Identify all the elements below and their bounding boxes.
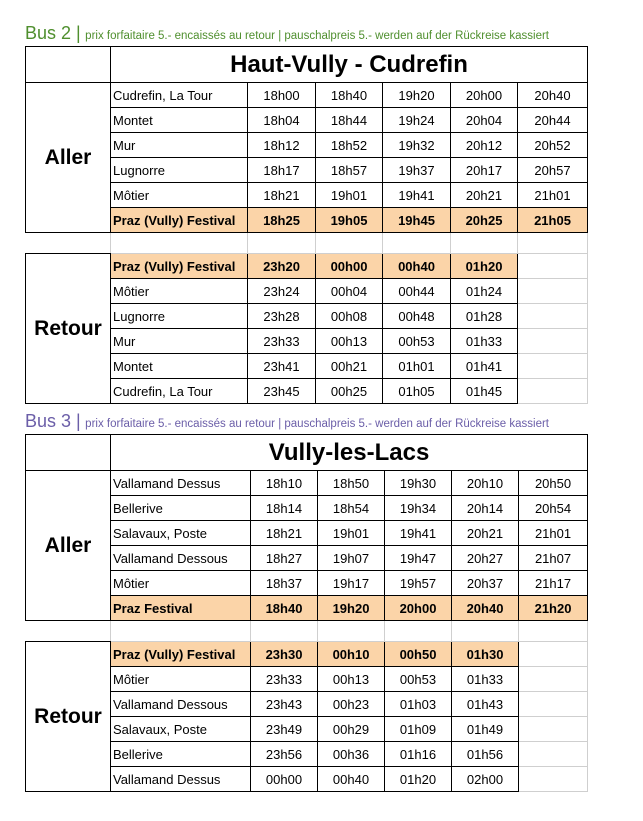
bus2-retour-label: Retour <box>26 254 111 404</box>
bus2-retour-time: 23h24 <box>248 279 316 304</box>
bus2-retour-time: 01h05 <box>383 379 451 404</box>
bus2-aller-time: 20h04 <box>451 108 518 133</box>
bus2-retour-time: 00h13 <box>316 329 383 354</box>
bus2-retour-time: 23h28 <box>248 304 316 329</box>
bus2-note: prix forfaitaire 5.- encaissés au retour | pauschalpreis 5.- werden auf der Rückreise kassiert <box>85 30 550 42</box>
bus3-aller-time: 19h07 <box>318 546 385 571</box>
bus2-separator-cell <box>26 233 111 254</box>
bus2-aller-stop: Montet <box>111 108 248 133</box>
bus3-retour-empty <box>519 692 588 717</box>
bus3-retour-time: 00h10 <box>318 642 385 667</box>
bus2-retour-stop: Môtier <box>111 279 248 304</box>
bus2-retour-empty <box>518 379 588 404</box>
bus3-aller-time: 21h01 <box>519 521 588 546</box>
bus2-aller-row <box>26 133 588 158</box>
bus3-aller-stop: Praz Festival <box>111 596 251 621</box>
bus2-retour-time: 00h25 <box>316 379 383 404</box>
bus3-aller-time: 18h54 <box>318 496 385 521</box>
bus2-retour-stop: Mur <box>111 329 248 354</box>
bus2-aller-time: 20h52 <box>518 133 588 158</box>
bus3-retour-time: 00h53 <box>385 667 452 692</box>
bus3-aller-stop: Salavaux, Poste <box>111 521 251 546</box>
bus3-separator-row <box>26 621 588 642</box>
bus3-retour-time: 02h00 <box>452 767 519 792</box>
bus2-aller-row <box>26 183 588 208</box>
bus3-aller-stop: Vallamand Dessus <box>111 471 251 496</box>
bus3-route-title: Vully-les-Lacs <box>111 435 588 471</box>
bus3-aller-row <box>26 596 588 621</box>
bus2-route-title: Haut-Vully - Cudrefin <box>111 47 588 83</box>
bus2-aller-time: 19h37 <box>383 158 451 183</box>
bus3-separator-cell <box>26 621 111 642</box>
bus2-aller-time: 20h40 <box>518 83 588 108</box>
bus3-separator-cell <box>385 621 452 642</box>
bus3-retour-time: 23h43 <box>251 692 318 717</box>
bus3-aller-row <box>26 571 588 596</box>
bus2-heading <box>25 20 587 46</box>
bus3-heading <box>25 408 587 434</box>
bus2-aller-stop: Cudrefin, La Tour <box>111 83 248 108</box>
bus2-aller-time: 18h00 <box>248 83 316 108</box>
bus2-aller-time: 20h21 <box>451 183 518 208</box>
bus3-aller-time: 20h21 <box>452 521 519 546</box>
bus2-aller-time: 19h05 <box>316 208 383 233</box>
bus2-aller-time: 21h05 <box>518 208 588 233</box>
bus3-aller-time: 20h10 <box>452 471 519 496</box>
bus3-retour-row <box>26 742 588 767</box>
bus2-aller-time: 20h17 <box>451 158 518 183</box>
bus3-aller-time: 21h07 <box>519 546 588 571</box>
bus3-separator-cell <box>318 621 385 642</box>
bus2-aller-row <box>26 83 588 108</box>
bus2-aller-time: 21h01 <box>518 183 588 208</box>
bus2-retour-stop: Cudrefin, La Tour <box>111 379 248 404</box>
bus3-timetable <box>25 434 588 792</box>
bus2-section <box>25 20 587 404</box>
bus2-aller-stop: Praz (Vully) Festival <box>111 208 248 233</box>
bus2-separator-cell <box>248 233 316 254</box>
bus2-aller-time: 19h32 <box>383 133 451 158</box>
bus3-route-row <box>26 435 588 471</box>
bus3-retour-time: 01h56 <box>452 742 519 767</box>
bus3-separator-cell <box>251 621 318 642</box>
bus2-aller-time: 19h01 <box>316 183 383 208</box>
bus2-aller-row <box>26 108 588 133</box>
bus3-retour-time: 01h16 <box>385 742 452 767</box>
bus2-retour-row <box>26 329 588 354</box>
bus3-retour-time: 23h56 <box>251 742 318 767</box>
bus2-aller-row <box>26 208 588 233</box>
bus3-retour-row <box>26 642 588 667</box>
bus2-retour-time: 00h00 <box>316 254 383 279</box>
bus2-retour-stop: Lugnorre <box>111 304 248 329</box>
bus3-retour-time: 00h50 <box>385 642 452 667</box>
bus2-timetable <box>25 46 588 404</box>
bus3-retour-time: 01h49 <box>452 717 519 742</box>
bus2-aller-label: Aller <box>26 83 111 233</box>
bus2-retour-time: 00h48 <box>383 304 451 329</box>
bus2-aller-time: 18h25 <box>248 208 316 233</box>
bus3-retour-time: 01h30 <box>452 642 519 667</box>
bus3-aller-time: 19h41 <box>385 521 452 546</box>
bus2-retour-stop: Praz (Vully) Festival <box>111 254 248 279</box>
bus3-aller-row <box>26 521 588 546</box>
bus3-aller-time: 21h20 <box>519 596 588 621</box>
bus2-retour-time: 00h44 <box>383 279 451 304</box>
bus2-separator-cell <box>451 233 518 254</box>
bus2-retour-time: 00h08 <box>316 304 383 329</box>
bus3-separator-cell <box>111 621 251 642</box>
bus3-retour-row <box>26 717 588 742</box>
bus2-separator-row <box>26 233 588 254</box>
bus2-aller-time: 20h25 <box>451 208 518 233</box>
bus3-aller-time: 18h10 <box>251 471 318 496</box>
bus3-retour-stop: Salavaux, Poste <box>111 717 251 742</box>
bus3-aller-time: 20h37 <box>452 571 519 596</box>
bus2-retour-empty <box>518 279 588 304</box>
bus2-aller-time: 20h12 <box>451 133 518 158</box>
bus3-retour-empty <box>519 767 588 792</box>
bus3-retour-time: 01h09 <box>385 717 452 742</box>
bus3-aller-time: 19h17 <box>318 571 385 596</box>
bus3-aller-time: 18h50 <box>318 471 385 496</box>
bus2-retour-empty <box>518 254 588 279</box>
bus3-retour-empty <box>519 742 588 767</box>
bus2-corner-cell <box>26 47 111 83</box>
bus3-retour-time: 00h29 <box>318 717 385 742</box>
bus3-retour-stop: Môtier <box>111 667 251 692</box>
bus3-retour-label: Retour <box>26 642 111 792</box>
bus2-retour-time: 01h24 <box>451 279 518 304</box>
bus2-retour-time: 00h40 <box>383 254 451 279</box>
bus2-retour-time: 23h41 <box>248 354 316 379</box>
bus2-retour-time: 23h20 <box>248 254 316 279</box>
bus3-retour-time: 00h23 <box>318 692 385 717</box>
bus2-route-row <box>26 47 588 83</box>
bus2-separator-cell <box>383 233 451 254</box>
bus3-separator-cell <box>452 621 519 642</box>
bus2-aller-time: 20h44 <box>518 108 588 133</box>
bus3-aller-time: 18h27 <box>251 546 318 571</box>
bus3-corner-cell <box>26 435 111 471</box>
bus2-retour-empty <box>518 329 588 354</box>
bus3-retour-empty <box>519 642 588 667</box>
bus3-retour-stop: Bellerive <box>111 742 251 767</box>
bus2-retour-time: 01h45 <box>451 379 518 404</box>
bus2-retour-row <box>26 379 588 404</box>
bus3-retour-time: 23h33 <box>251 667 318 692</box>
bus3-retour-time: 23h30 <box>251 642 318 667</box>
bus3-aller-time: 18h14 <box>251 496 318 521</box>
bus3-aller-time: 20h54 <box>519 496 588 521</box>
bus2-label: Bus 2 | <box>25 23 81 43</box>
bus3-aller-time: 20h14 <box>452 496 519 521</box>
bus3-retour-stop: Praz (Vully) Festival <box>111 642 251 667</box>
bus2-retour-row <box>26 354 588 379</box>
bus3-retour-time: 00h13 <box>318 667 385 692</box>
bus3-retour-time: 00h36 <box>318 742 385 767</box>
bus3-retour-time: 01h03 <box>385 692 452 717</box>
bus2-retour-row <box>26 254 588 279</box>
bus3-separator-cell <box>519 621 588 642</box>
bus2-aller-time: 18h04 <box>248 108 316 133</box>
bus2-aller-time: 19h24 <box>383 108 451 133</box>
bus2-retour-empty <box>518 304 588 329</box>
bus2-aller-time: 19h41 <box>383 183 451 208</box>
bus3-aller-label: Aller <box>26 471 111 621</box>
bus2-retour-row <box>26 279 588 304</box>
bus2-retour-time: 01h33 <box>451 329 518 354</box>
bus3-retour-row <box>26 692 588 717</box>
bus3-aller-row <box>26 496 588 521</box>
bus3-aller-time: 20h50 <box>519 471 588 496</box>
bus2-retour-time: 01h20 <box>451 254 518 279</box>
bus3-aller-time: 20h40 <box>452 596 519 621</box>
bus2-retour-empty <box>518 354 588 379</box>
bus2-retour-time: 01h41 <box>451 354 518 379</box>
bus2-aller-time: 20h57 <box>518 158 588 183</box>
bus2-aller-row <box>26 158 588 183</box>
bus2-retour-time: 00h53 <box>383 329 451 354</box>
bus3-aller-time: 18h37 <box>251 571 318 596</box>
bus2-aller-stop: Mur <box>111 133 248 158</box>
bus2-aller-time: 18h57 <box>316 158 383 183</box>
bus3-retour-time: 00h40 <box>318 767 385 792</box>
bus3-aller-time: 21h17 <box>519 571 588 596</box>
bus3-retour-time: 01h20 <box>385 767 452 792</box>
bus2-aller-time: 18h21 <box>248 183 316 208</box>
bus2-retour-time: 00h21 <box>316 354 383 379</box>
bus3-aller-stop: Bellerive <box>111 496 251 521</box>
bus2-aller-time: 19h45 <box>383 208 451 233</box>
bus2-aller-stop: Môtier <box>111 183 248 208</box>
bus3-aller-time: 19h20 <box>318 596 385 621</box>
bus3-aller-time: 20h27 <box>452 546 519 571</box>
bus2-aller-time: 18h12 <box>248 133 316 158</box>
bus3-retour-stop: Vallamand Dessus <box>111 767 251 792</box>
bus2-separator-cell <box>111 233 248 254</box>
bus3-section <box>25 408 587 792</box>
bus3-aller-time: 19h01 <box>318 521 385 546</box>
bus2-retour-row <box>26 304 588 329</box>
bus2-separator-cell <box>316 233 383 254</box>
bus3-aller-time: 19h34 <box>385 496 452 521</box>
bus3-aller-time: 19h47 <box>385 546 452 571</box>
bus3-note: prix forfaitaire 5.- encaissés au retour | pauschalpreis 5.- werden auf der Rückreise kassiert <box>85 418 550 430</box>
bus3-aller-time: 20h00 <box>385 596 452 621</box>
bus3-retour-empty <box>519 717 588 742</box>
bus3-retour-time: 01h33 <box>452 667 519 692</box>
bus3-retour-time: 00h00 <box>251 767 318 792</box>
bus2-separator-cell <box>518 233 588 254</box>
bus3-aller-stop: Vallamand Dessous <box>111 546 251 571</box>
bus3-aller-row <box>26 471 588 496</box>
bus2-aller-time: 18h44 <box>316 108 383 133</box>
bus3-retour-time: 01h43 <box>452 692 519 717</box>
bus3-aller-row <box>26 546 588 571</box>
bus2-aller-stop: Lugnorre <box>111 158 248 183</box>
bus3-retour-row <box>26 667 588 692</box>
bus2-aller-time: 19h20 <box>383 83 451 108</box>
bus2-retour-time: 00h04 <box>316 279 383 304</box>
bus2-retour-time: 23h45 <box>248 379 316 404</box>
bus2-aller-time: 18h52 <box>316 133 383 158</box>
bus2-retour-time: 01h28 <box>451 304 518 329</box>
bus2-retour-stop: Montet <box>111 354 248 379</box>
bus3-aller-stop: Môtier <box>111 571 251 596</box>
bus3-retour-empty <box>519 667 588 692</box>
bus2-retour-time: 01h01 <box>383 354 451 379</box>
bus2-aller-time: 18h17 <box>248 158 316 183</box>
bus3-aller-time: 19h57 <box>385 571 452 596</box>
bus3-retour-stop: Vallamand Dessous <box>111 692 251 717</box>
bus3-aller-time: 18h40 <box>251 596 318 621</box>
bus3-aller-time: 19h30 <box>385 471 452 496</box>
bus3-aller-time: 18h21 <box>251 521 318 546</box>
bus2-retour-time: 23h33 <box>248 329 316 354</box>
bus2-aller-time: 18h40 <box>316 83 383 108</box>
bus3-label: Bus 3 | <box>25 411 81 431</box>
bus3-retour-row <box>26 767 588 792</box>
bus2-aller-time: 20h00 <box>451 83 518 108</box>
bus3-retour-time: 23h49 <box>251 717 318 742</box>
